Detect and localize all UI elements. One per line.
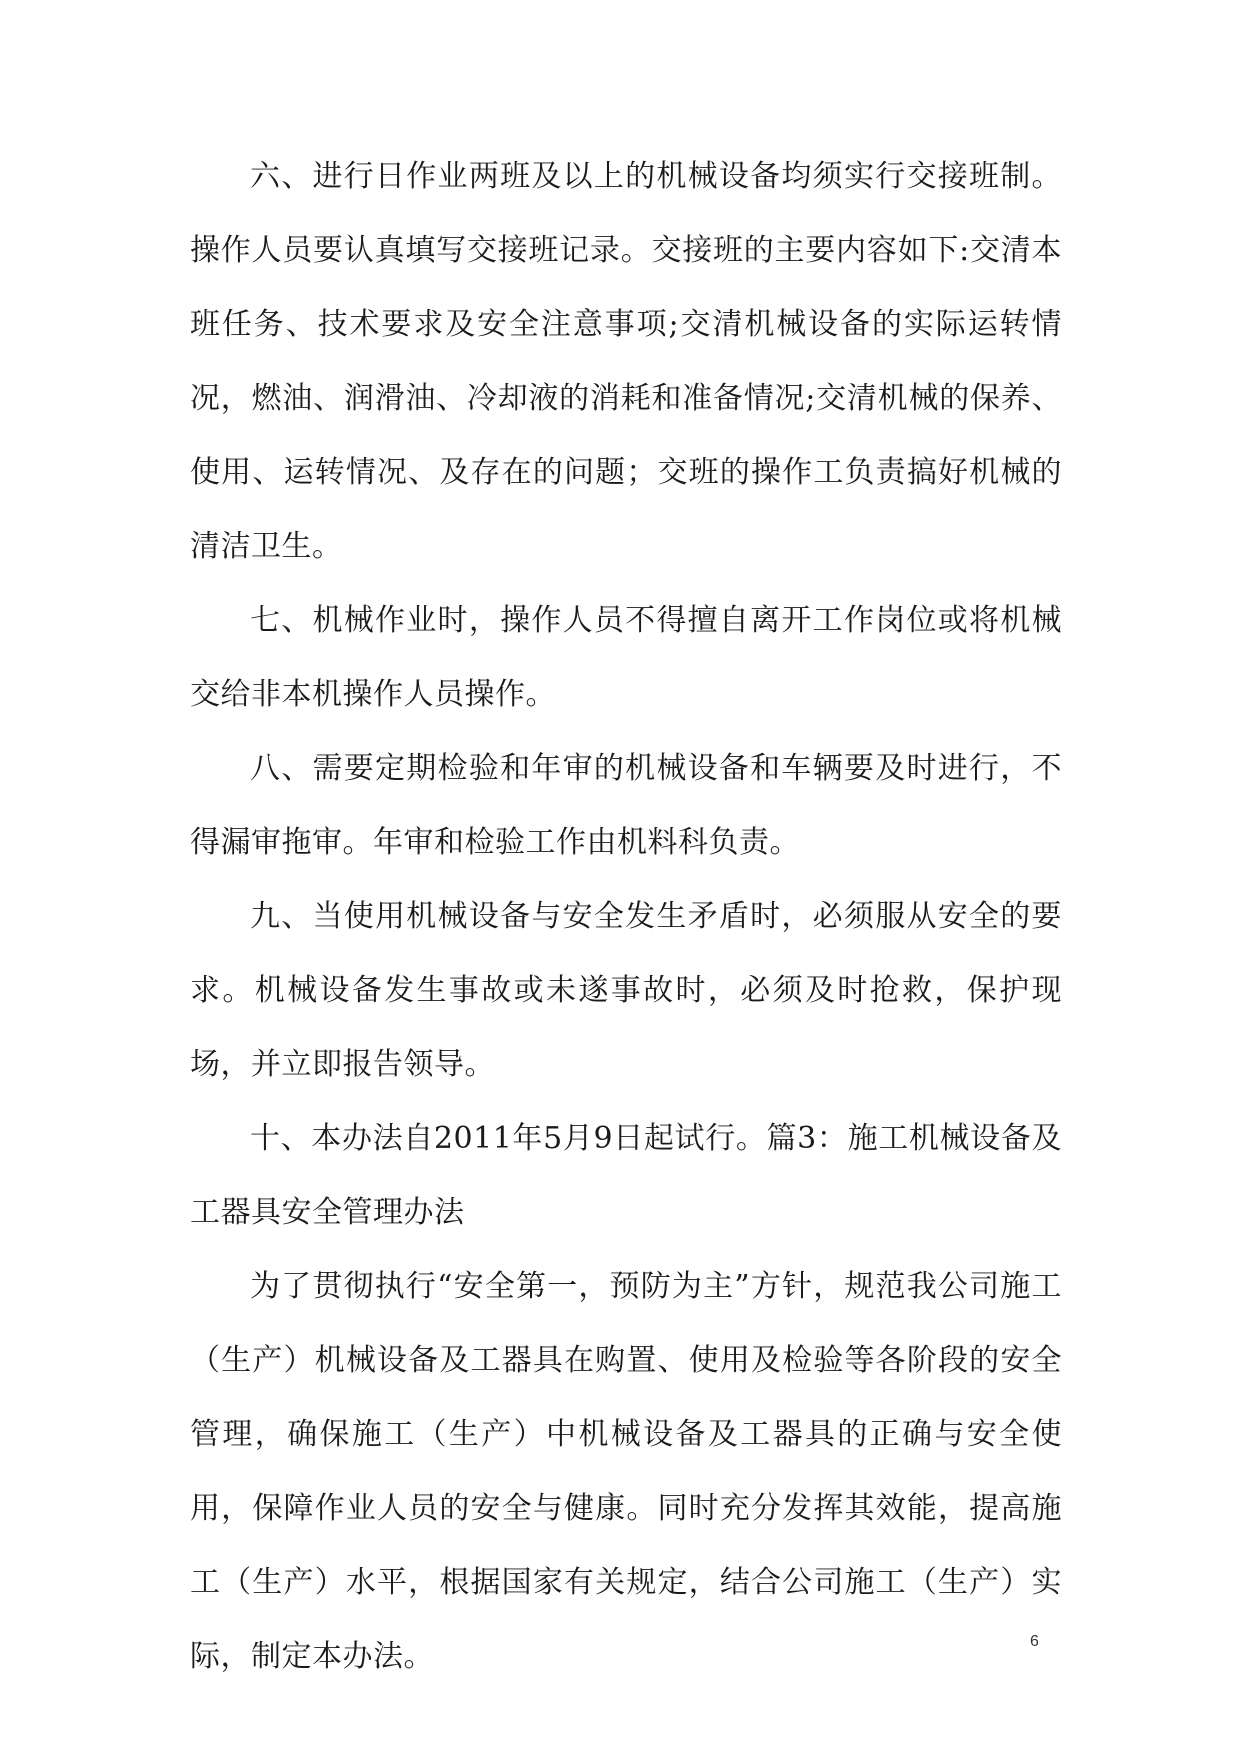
- paragraph-7-operator-post: 七、机械作业时，操作人员不得擅自离开工作岗位或将机械交给非本机操作人员操作。: [190, 603, 1062, 712]
- paragraph-10-effective-date: 十、本办法自2011年5月9日起试行。篇3：施工机械设备及工器具安全管理办法: [190, 1121, 1062, 1230]
- paragraph-6-shift-handover: 六、进行日作业两班及以上的机械设备均须实行交接班制。操作人员要认真填写交接班记录。交接班的主要内容如下:交清本班任务、技术要求及安全注意事项;交清机械设备的实际运转情况，燃油、润滑油、冷却液的消耗和准备情况;交清机械的保养、使用、运转情况、及存在的问题；交班的操作工负责搞好机械的清洁卫生。: [190, 159, 1062, 564]
- document-body: [190, 140, 1062, 1694]
- page-number: 6: [1030, 1633, 1039, 1650]
- paragraph-purpose: 为了贯彻执行“安全第一，预防为主”方针，规范我公司施工（生产）机械设备及工器具在购置、使用及检验等各阶段的安全管理，确保施工（生产）中机械设备及工器具的正确与安全使用，保障作业人员的安全与健康。同时充分发挥其效能，提高施工（生产）水平，根据国家有关规定，结合公司施工（生产）实际，制定本办法。: [190, 1269, 1062, 1674]
- paragraph-9-safety-priority: 九、当使用机械设备与安全发生矛盾时，必须服从安全的要求。机械设备发生事故或未遂事故时，必须及时抢救，保护现场，并立即报告领导。: [190, 899, 1062, 1082]
- paragraph-8-annual-inspection: 八、需要定期检验和年审的机械设备和车辆要及时进行，不得漏审拖审。年审和检验工作由机料科负责。: [190, 751, 1062, 860]
